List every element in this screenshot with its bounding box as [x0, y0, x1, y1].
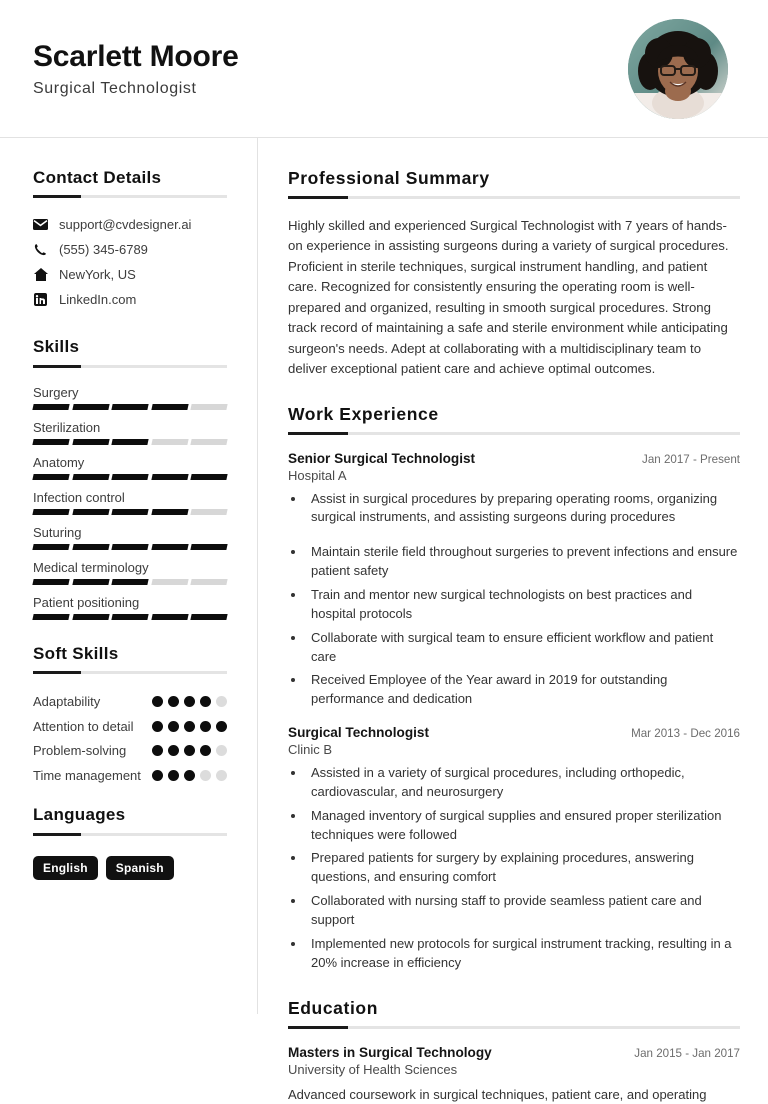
summary-heading: Professional Summary — [288, 168, 740, 189]
contact-item-email[interactable] — [33, 217, 227, 232]
skill-level-bar — [33, 579, 227, 585]
entry-bullet: • Collaborated with nursing staff to provide seamless patient care and support — [306, 892, 740, 930]
skill-row — [33, 385, 227, 410]
contact-value: LinkedIn.com — [59, 292, 136, 307]
contact-list — [33, 217, 227, 307]
entry-title: Masters in Surgical Technology — [288, 1045, 492, 1060]
work-heading: Work Experience — [288, 404, 740, 425]
soft-skill-rating-dots — [152, 718, 227, 732]
skill-row — [33, 560, 227, 585]
contact-item-linkedin[interactable] — [33, 292, 227, 307]
skill-label: Suturing — [33, 525, 227, 540]
section-underline — [33, 833, 227, 836]
soft-skill-label: Adaptability — [33, 693, 100, 711]
rating-dot — [200, 745, 211, 756]
languages-block — [33, 856, 227, 880]
entry-date: Jan 2017 - Present — [642, 453, 740, 466]
rating-dot — [152, 721, 163, 732]
skills-section — [33, 337, 227, 619]
skill-label: Patient positioning — [33, 595, 227, 610]
rating-dot — [152, 696, 163, 707]
soft-skill-label: Problem-solving — [33, 742, 126, 760]
education-heading: Education — [288, 998, 740, 1019]
entry-bullet: • Managed inventory of surgical supplies and ensured proper sterilization techniques were followed — [306, 807, 740, 845]
rating-dot — [168, 745, 179, 756]
skill-row — [33, 420, 227, 445]
skill-bar-segment — [151, 544, 188, 550]
skill-bar-segment — [191, 509, 228, 515]
rating-dot — [168, 721, 179, 732]
entry-organization: Clinic B — [288, 742, 740, 757]
entry-organization: University of Health Sciences — [288, 1062, 740, 1077]
resume-header — [0, 0, 768, 138]
contact-item-location[interactable] — [33, 267, 227, 282]
entry-date: Mar 2013 - Dec 2016 — [631, 727, 740, 740]
rating-dot — [184, 696, 195, 707]
spacer — [33, 791, 227, 805]
skill-level-bar — [33, 509, 227, 515]
skill-bar-segment — [32, 579, 69, 585]
main-column — [258, 138, 768, 1014]
envelope-icon — [33, 219, 48, 230]
rating-dot — [168, 696, 179, 707]
soft-skills-list — [33, 693, 227, 784]
section-underline — [288, 1026, 740, 1029]
skill-bar-segment — [112, 509, 149, 515]
entry-header — [288, 725, 740, 740]
section-underline — [33, 365, 227, 368]
skill-bar-segment — [151, 614, 188, 620]
education-entry — [288, 1045, 740, 1104]
rating-dot — [200, 770, 211, 781]
avatar — [628, 19, 728, 119]
rating-dot — [216, 745, 227, 756]
education-entry-list — [288, 1045, 740, 1104]
entry-bullet: • Assist in surgical procedures by preparing operating rooms, organizing surgical instruments, and assisting surgeons during procedures — [306, 490, 740, 528]
spacer — [288, 978, 740, 998]
skill-bar-segment — [112, 474, 149, 480]
language-pill: English — [33, 856, 98, 880]
soft-skill-label: Attention to detail — [33, 718, 133, 736]
soft-skills-section — [33, 644, 227, 785]
rating-dot — [200, 721, 211, 732]
skill-bar-segment — [32, 439, 69, 445]
rating-dot — [216, 721, 227, 732]
spacer — [288, 384, 740, 404]
contact-value: (555) 345-6789 — [59, 242, 148, 257]
skill-bar-segment — [191, 474, 228, 480]
contact-value: NewYork, US — [59, 267, 136, 282]
section-underline — [288, 196, 740, 199]
skill-label: Medical terminology — [33, 560, 227, 575]
soft-skill-rating-dots — [152, 742, 227, 756]
soft-skill-rating-dots — [152, 767, 227, 781]
home-icon — [33, 268, 48, 281]
skill-bar-segment — [191, 614, 228, 620]
skill-bar-segment — [112, 614, 149, 620]
skill-label: Sterilization — [33, 420, 227, 435]
soft-skill-rating-dots — [152, 693, 227, 707]
rating-dot — [168, 770, 179, 781]
skill-bar-segment — [112, 544, 149, 550]
entry-date: Jan 2015 - Jan 2017 — [634, 1047, 740, 1060]
entry-bullet-list — [306, 490, 740, 709]
contact-section — [33, 168, 227, 307]
skill-bar-segment — [191, 544, 228, 550]
job-title: Surgical Technologist — [33, 80, 628, 98]
skill-label: Surgery — [33, 385, 227, 400]
rating-dot — [184, 745, 195, 756]
rating-dot — [152, 745, 163, 756]
skill-bar-segment — [191, 439, 228, 445]
entry-bullet: • Train and mentor new surgical technologists on best practices and hospital protocols — [306, 586, 740, 624]
skill-bar-segment — [72, 614, 109, 620]
summary-text: Highly skilled and experienced Surgical Technologist with 7 years of hands-on experience in assisting surgeons during a variety of surgical procedures. Proficient in sterile techniques, surgical instrument handling, and patient care. Recognized for consistently ensuring the operating room is well-prepared and organized, resulting in smooth surgical procedures. Strong track record of maintaining a safe and sterile environment while anticipating surgeon's needs. Adept at collaborating with a multidisciplinary team to deliver exceptional patient care and achieve optimal outcomes. — [288, 216, 740, 380]
rating-dot — [152, 770, 163, 781]
education-section — [288, 998, 740, 1104]
spacer — [33, 630, 227, 644]
entry-header — [288, 451, 740, 466]
entry-bullet: • Prepared patients for surgery by explaining procedures, answering questions, and ensuring comfort — [306, 849, 740, 887]
header-text-block — [33, 40, 628, 98]
soft-skill-row — [33, 718, 227, 736]
work-experience-section — [288, 404, 740, 973]
entry-organization: Hospital A — [288, 468, 740, 483]
skill-bar-segment — [151, 474, 188, 480]
profile-photo-icon — [628, 19, 728, 119]
skill-bar-segment — [112, 439, 149, 445]
entry-bullet: • Implemented new protocols for surgical instrument tracking, resulting in a 20% increase in efficiency — [306, 935, 740, 973]
skill-bar-segment — [191, 579, 228, 585]
skill-bar-segment — [32, 544, 69, 550]
languages-section — [33, 805, 227, 879]
soft-skill-label: Time management — [33, 767, 141, 785]
contact-value: support@cvdesigner.ai — [59, 217, 191, 232]
skill-bar-segment — [151, 579, 188, 585]
skill-bar-segment — [32, 404, 69, 410]
entry-bullet: • Received Employee of the Year award in 2019 for outstanding performance and dedication — [306, 671, 740, 709]
soft-skill-row — [33, 767, 227, 785]
skills-list — [33, 385, 227, 620]
summary-section — [288, 168, 740, 380]
soft-skills-heading: Soft Skills — [33, 644, 227, 664]
skill-row — [33, 455, 227, 480]
soft-skill-row — [33, 693, 227, 711]
entry-header — [288, 1045, 740, 1060]
entry-title: Senior Surgical Technologist — [288, 451, 475, 466]
skill-bar-segment — [72, 544, 109, 550]
languages-heading: Languages — [33, 805, 227, 825]
resume-body — [0, 138, 768, 1014]
entry-title: Surgical Technologist — [288, 725, 429, 740]
work-entry-list — [288, 451, 740, 973]
skill-bar-segment — [72, 474, 109, 480]
entry-bullet-list — [306, 764, 740, 972]
skill-bar-segment — [72, 404, 109, 410]
language-pill: Spanish — [106, 856, 174, 880]
skill-bar-segment — [112, 404, 149, 410]
skill-bar-segment — [191, 404, 228, 410]
skill-bar-segment — [32, 509, 69, 515]
skill-label: Anatomy — [33, 455, 227, 470]
skill-row — [33, 595, 227, 620]
skill-row — [33, 490, 227, 515]
linkedin-icon — [33, 293, 48, 306]
rating-dot — [216, 696, 227, 707]
entry-bullet: • Collaborate with surgical team to ensure efficient workflow and patient care — [306, 629, 740, 667]
rating-dot — [200, 696, 211, 707]
work-entry — [288, 725, 740, 972]
skill-bar-segment — [151, 509, 188, 515]
section-underline — [33, 671, 227, 674]
skill-level-bar — [33, 474, 227, 480]
work-entry — [288, 451, 740, 709]
rating-dot — [184, 721, 195, 732]
skill-bar-segment — [151, 404, 188, 410]
skill-bar-segment — [72, 509, 109, 515]
skills-heading: Skills — [33, 337, 227, 357]
skill-level-bar — [33, 404, 227, 410]
skill-bar-segment — [72, 579, 109, 585]
contact-item-phone[interactable] — [33, 242, 227, 257]
section-underline — [288, 432, 740, 435]
skill-level-bar — [33, 439, 227, 445]
contact-heading: Contact Details — [33, 168, 227, 188]
rating-dot — [184, 770, 195, 781]
section-underline — [33, 195, 227, 198]
skill-row — [33, 525, 227, 550]
spacer — [33, 317, 227, 337]
skill-bar-segment — [72, 439, 109, 445]
entry-bullet: • Maintain sterile field throughout surgeries to prevent infections and ensure patient safety — [306, 543, 740, 581]
skill-bar-segment — [112, 579, 149, 585]
rating-dot — [216, 770, 227, 781]
skill-label: Infection control — [33, 490, 227, 505]
skill-level-bar — [33, 544, 227, 550]
entry-bullet: • Assisted in a variety of surgical procedures, including orthopedic, cardiovascular, and neurosurgery — [306, 764, 740, 802]
phone-icon — [33, 243, 48, 256]
education-description: Advanced coursework in surgical techniques, patient care, and operating — [288, 1086, 740, 1104]
skill-bar-segment — [32, 614, 69, 620]
full-name: Scarlett Moore — [33, 40, 628, 73]
language-pill-list — [33, 856, 227, 880]
skill-bar-segment — [32, 474, 69, 480]
sidebar — [0, 138, 258, 1014]
skill-bar-segment — [151, 439, 188, 445]
skill-level-bar — [33, 614, 227, 620]
soft-skill-row — [33, 742, 227, 760]
